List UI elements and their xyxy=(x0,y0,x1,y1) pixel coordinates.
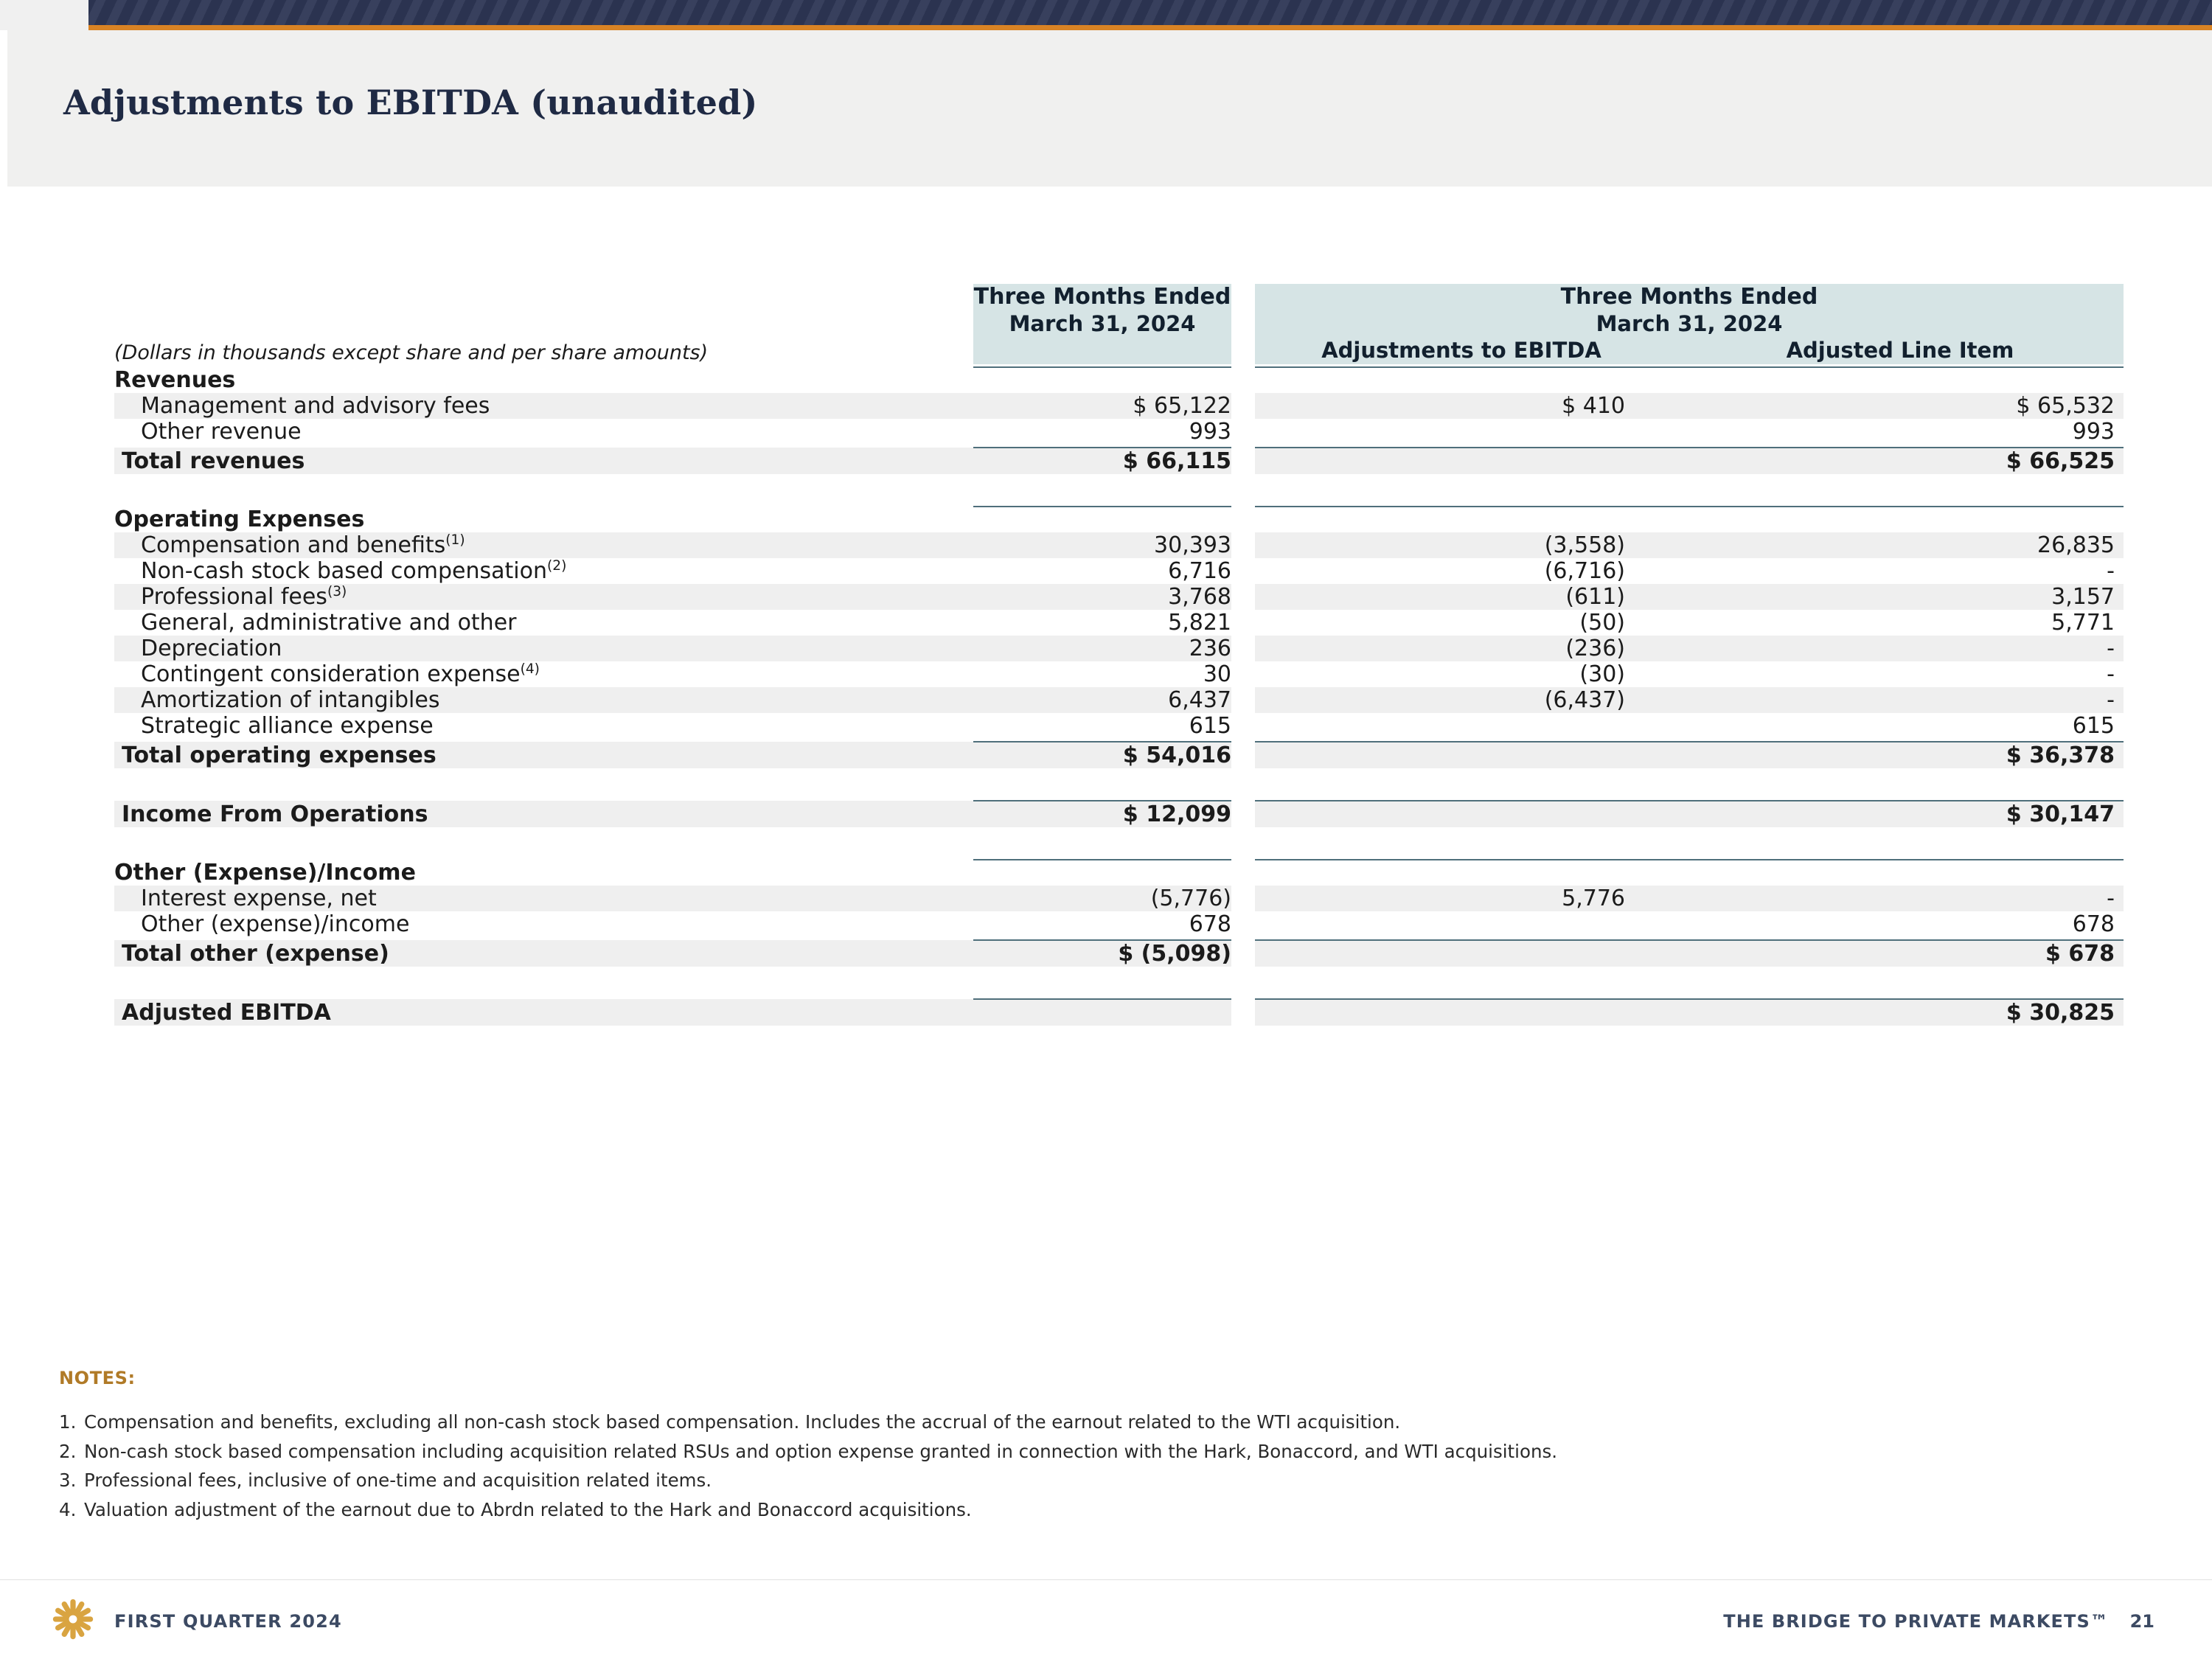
gap-cell xyxy=(959,367,973,393)
footer-tagline: THE BRIDGE TO PRIVATE MARKETS™ xyxy=(1723,1611,2109,1632)
gap-cell-3 xyxy=(1668,367,1677,393)
row-gms: 993 xyxy=(1189,418,1231,445)
header-adjustments: Adjustments to EBITDA xyxy=(1255,337,1668,364)
table-row xyxy=(114,713,2124,739)
table-header-row-3 xyxy=(114,337,2124,364)
gap-cell-3 xyxy=(1668,448,1677,474)
header-gap-0 xyxy=(959,284,973,311)
row-gms: 678 xyxy=(1189,911,1231,937)
gap-cell-2 xyxy=(1231,393,1255,419)
total-line: $ 30,825 xyxy=(1677,999,2124,1026)
gap-cell-3 xyxy=(1668,860,1677,886)
gap-cell xyxy=(959,911,973,937)
row-label-text: Amortization of intangibles xyxy=(141,686,440,713)
gap-cell-2 xyxy=(1231,558,1255,584)
table-row xyxy=(114,886,2124,911)
units-note: (Dollars in thousands except share and per share amounts) xyxy=(114,341,709,364)
row-adj xyxy=(1255,419,1668,445)
empty-adj xyxy=(1255,507,1668,532)
gap-cell-3 xyxy=(1668,687,1677,713)
section-spacer xyxy=(114,967,2124,996)
row-label xyxy=(114,610,959,636)
gap-cell xyxy=(959,713,973,739)
gap-cell xyxy=(959,940,973,967)
row-label-text: Professional fees xyxy=(141,583,327,610)
header-gap-1c xyxy=(1231,337,1255,364)
table-row xyxy=(114,558,2124,584)
row-gms: 6,437 xyxy=(973,687,1231,713)
gap-cell-3 xyxy=(1668,393,1677,419)
gap-cell xyxy=(959,999,973,1026)
row-adj: (6,437) xyxy=(1255,687,1668,713)
row-gms: 6,716 xyxy=(1168,557,1231,584)
footnote-ref: (4) xyxy=(520,661,540,677)
row-gms: 30 xyxy=(1203,661,1231,687)
row-label-text: General, administrative and other xyxy=(141,609,517,636)
spacer-cell xyxy=(114,967,2124,996)
header-blank-label xyxy=(114,284,959,311)
gap-cell-3 xyxy=(1668,419,1677,445)
row-adj: (30) xyxy=(1579,661,1625,687)
gap-cell-2 xyxy=(1231,507,1255,532)
total-gms: $ 66,115 xyxy=(973,448,1231,474)
gap-cell xyxy=(959,860,973,886)
gap-cell-3 xyxy=(1668,532,1677,558)
note-item xyxy=(59,1466,2124,1495)
row-adj: $ 410 xyxy=(1255,393,1668,419)
header-gap-0c xyxy=(959,337,973,364)
spacer-cell xyxy=(114,768,2124,798)
gap-cell-3 xyxy=(1668,558,1677,584)
total-row-operating-expenses xyxy=(114,742,2124,768)
header-gap-1 xyxy=(1231,284,1255,311)
gap-cell-2 xyxy=(1231,584,1255,610)
table-row xyxy=(114,393,2124,419)
page-title: Adjustments to EBITDA (unaudited) xyxy=(63,83,758,122)
footnote-ref: (1) xyxy=(445,532,465,548)
row-label xyxy=(114,558,959,584)
row-line: 5,771 xyxy=(2051,609,2115,636)
row-adj xyxy=(1255,713,1668,739)
header-gap-2c xyxy=(1668,337,1677,364)
gap-cell-2 xyxy=(1231,999,1255,1026)
empty-line xyxy=(1677,367,2124,393)
row-gms: 615 xyxy=(1189,712,1231,739)
total-label: Total revenues xyxy=(114,448,959,474)
notes-section xyxy=(59,1368,2124,1525)
gap-cell-2 xyxy=(1231,801,1255,827)
row-label-text: Compensation and benefits xyxy=(141,532,446,558)
table-row xyxy=(114,419,2124,445)
total-line: $ 678 xyxy=(1677,940,2124,967)
spacer-cell xyxy=(114,474,2124,504)
row-line: 993 xyxy=(2072,418,2115,445)
section-heading-operating-expenses xyxy=(114,507,2124,532)
gap-cell xyxy=(959,610,973,636)
total-label: Income From Operations xyxy=(114,801,959,827)
gap-cell-3 xyxy=(1668,507,1677,532)
row-label xyxy=(114,584,959,610)
gap-cell xyxy=(959,558,973,584)
row-adj: (236) xyxy=(1255,636,1668,661)
row-adj xyxy=(1255,911,1668,937)
footer-quarter-label: FIRST QUARTER 2024 xyxy=(114,1611,342,1632)
note-text: Non-cash stock based compensation including acquisition related RSUs and option expense granted in connection with the Hark, Bonaccord, and WTI acquisitions. xyxy=(84,1440,1558,1462)
empty-line xyxy=(1677,507,2124,532)
gap-cell-3 xyxy=(1668,886,1677,911)
section-label: Other (Expense)/Income xyxy=(114,859,416,886)
row-line: $ 65,532 xyxy=(1677,393,2124,419)
row-label-text: Non-cash stock based compensation xyxy=(141,557,548,584)
row-line: - xyxy=(2107,661,2115,687)
spacer-cell xyxy=(114,827,2124,857)
total-adj xyxy=(1255,999,1668,1026)
empty-gms xyxy=(973,367,1231,393)
empty-adj xyxy=(1255,860,1668,886)
note-number: 1. xyxy=(59,1411,77,1433)
row-label: Interest expense, net xyxy=(114,886,959,911)
total-adj xyxy=(1255,801,1668,827)
note-number: 4. xyxy=(59,1499,77,1521)
gap-cell xyxy=(959,393,973,419)
gap-cell-3 xyxy=(1668,801,1677,827)
section-heading-other-expense-income xyxy=(114,860,2124,886)
total-line: $ 36,378 xyxy=(1677,742,2124,768)
gap-cell-3 xyxy=(1668,999,1677,1026)
gap-cell xyxy=(959,886,973,911)
adjustments-to-ebitda-table xyxy=(114,284,2124,1026)
gap-cell xyxy=(959,419,973,445)
gap-cell xyxy=(959,584,973,610)
header-gap-0b xyxy=(959,311,973,337)
gap-cell-2 xyxy=(1231,687,1255,713)
note-item xyxy=(59,1495,2124,1525)
header-adjusted-line-item: Adjusted Line Item xyxy=(1677,337,2124,364)
gap-cell-2 xyxy=(1231,448,1255,474)
gap-cell-3 xyxy=(1668,742,1677,768)
table-header-row-2 xyxy=(114,311,2124,337)
gap-cell-3 xyxy=(1668,911,1677,937)
table-header-row-1 xyxy=(114,284,2124,311)
note-item xyxy=(59,1408,2124,1437)
row-adj: (50) xyxy=(1579,609,1625,636)
empty-gms xyxy=(973,860,1231,886)
top-accent-line xyxy=(0,25,2212,30)
gap-cell xyxy=(959,742,973,768)
row-gms: $ 65,122 xyxy=(973,393,1231,419)
row-gms: (5,776) xyxy=(973,886,1231,911)
total-gms: $ (5,098) xyxy=(973,940,1231,967)
total-gms xyxy=(973,999,1231,1026)
gap-cell-3 xyxy=(1668,713,1677,739)
row-line: 615 xyxy=(2072,712,2115,739)
table-row xyxy=(114,661,2124,687)
row-line: 678 xyxy=(2072,911,2115,937)
gap-cell-3 xyxy=(1668,584,1677,610)
table-row xyxy=(114,584,2124,610)
row-label: Management and advisory fees xyxy=(114,393,959,419)
gap-cell xyxy=(959,636,973,661)
financial-table-wrapper xyxy=(114,284,2124,1026)
row-gms: 5,821 xyxy=(1168,609,1231,636)
row-line: 3,157 xyxy=(1677,584,2124,610)
row-adj: (3,558) xyxy=(1255,532,1668,558)
gap-cell-3 xyxy=(1668,610,1677,636)
row-gms: 30,393 xyxy=(973,532,1231,558)
gap-cell xyxy=(959,687,973,713)
footnote-ref: (3) xyxy=(327,583,347,599)
gap-cell-2 xyxy=(1231,367,1255,393)
gap-cell-3 xyxy=(1668,636,1677,661)
header-blank-label-2 xyxy=(114,311,959,337)
row-label xyxy=(114,532,959,558)
row-label xyxy=(114,636,959,661)
row-label xyxy=(114,687,959,713)
gap-cell xyxy=(959,801,973,827)
section-spacer xyxy=(114,768,2124,798)
gap-cell-2 xyxy=(1231,713,1255,739)
row-line: - xyxy=(1677,886,2124,911)
section-label: Revenues xyxy=(114,366,236,393)
footnote-ref: (2) xyxy=(547,557,567,574)
gap-cell-3 xyxy=(1668,661,1677,687)
top-bar-left-block xyxy=(0,0,88,30)
total-adj xyxy=(1255,940,1668,967)
section-heading-revenues xyxy=(114,367,2124,393)
table-row xyxy=(114,610,2124,636)
row-adj: (611) xyxy=(1255,584,1668,610)
gap-cell-2 xyxy=(1231,419,1255,445)
total-adj xyxy=(1255,448,1668,474)
gap-cell-2 xyxy=(1231,860,1255,886)
empty-line xyxy=(1677,860,2124,886)
gap-cell-2 xyxy=(1231,532,1255,558)
total-gms: $ 54,016 xyxy=(973,742,1231,768)
table-row xyxy=(114,636,2124,661)
row-label xyxy=(114,713,959,739)
header-gms-line1: Three Months Ended xyxy=(973,284,1231,310)
gap-cell-2 xyxy=(1231,742,1255,768)
header-gap-1b xyxy=(1231,311,1255,337)
gap-cell-2 xyxy=(1231,886,1255,911)
total-row-revenues xyxy=(114,448,2124,474)
page-number: 21 xyxy=(2129,1611,2154,1632)
row-line: - xyxy=(2107,557,2115,584)
section-spacer xyxy=(114,827,2124,857)
gap-cell-2 xyxy=(1231,940,1255,967)
footer-bar xyxy=(0,1579,2212,1659)
table-row xyxy=(114,687,2124,713)
row-line: - xyxy=(1677,636,2124,661)
table-row xyxy=(114,532,2124,558)
row-gms: 3,768 xyxy=(973,584,1231,610)
table-row xyxy=(114,911,2124,937)
row-gms: 236 xyxy=(973,636,1231,661)
empty-gms xyxy=(973,507,1231,532)
gap-cell-2 xyxy=(1231,636,1255,661)
total-label: Total operating expenses xyxy=(114,742,959,768)
row-adj: (6,716) xyxy=(1544,557,1625,584)
header-right-line1: Three Months Ended xyxy=(1255,284,2124,311)
note-text: Valuation adjustment of the earnout due to Abrdn related to the Hark and Bonaccord acquisitions. xyxy=(84,1499,972,1521)
row-label: Other revenue xyxy=(141,418,302,445)
header-gms-line2: March 31, 2024 xyxy=(973,311,1231,337)
total-label: Adjusted EBITDA xyxy=(114,999,959,1026)
note-text: Professional fees, inclusive of one-time and acquisition related items. xyxy=(84,1470,712,1492)
gap-cell-3 xyxy=(1668,940,1677,967)
company-logo-icon xyxy=(52,1598,94,1641)
note-item xyxy=(59,1437,2124,1467)
row-adj: 5,776 xyxy=(1255,886,1668,911)
row-label-text: Depreciation xyxy=(141,635,282,661)
gap-cell-2 xyxy=(1231,661,1255,687)
gap-cell-2 xyxy=(1231,610,1255,636)
note-number: 3. xyxy=(59,1470,77,1492)
total-gms: $ 12,099 xyxy=(973,801,1231,827)
empty-adj xyxy=(1255,367,1668,393)
gap-cell xyxy=(959,448,973,474)
gap-cell-2 xyxy=(1231,911,1255,937)
note-number: 2. xyxy=(59,1440,77,1462)
section-label: Operating Expenses xyxy=(114,506,365,532)
row-label: Other (expense)/income xyxy=(141,911,410,937)
header-right-line2: March 31, 2024 xyxy=(1255,311,2124,337)
total-row-income-from-operations xyxy=(114,801,2124,827)
gap-cell xyxy=(959,532,973,558)
total-line: $ 66,525 xyxy=(1677,448,2124,474)
total-label: Total other (expense) xyxy=(114,940,959,967)
total-line: $ 30,147 xyxy=(1677,801,2124,827)
gap-cell xyxy=(959,661,973,687)
gap-cell xyxy=(959,507,973,532)
total-adj xyxy=(1255,742,1668,768)
row-label-text: Strategic alliance expense xyxy=(141,712,434,739)
note-text: Compensation and benefits, excluding all non-cash stock based compensation. Includes the accrual of the earnout related to the WTI acquisition. xyxy=(84,1411,1401,1433)
notes-title: NOTES: xyxy=(59,1368,136,1388)
total-row-adjusted-ebitda xyxy=(114,999,2124,1026)
title-band-edge xyxy=(0,30,7,187)
total-row-other-expense xyxy=(114,940,2124,967)
row-line: - xyxy=(1677,687,2124,713)
row-line: 26,835 xyxy=(1677,532,2124,558)
row-label xyxy=(114,661,959,687)
section-spacer xyxy=(114,474,2124,504)
header-gms-blank xyxy=(973,337,1231,364)
row-label-text: Contingent consideration expense xyxy=(141,661,521,687)
